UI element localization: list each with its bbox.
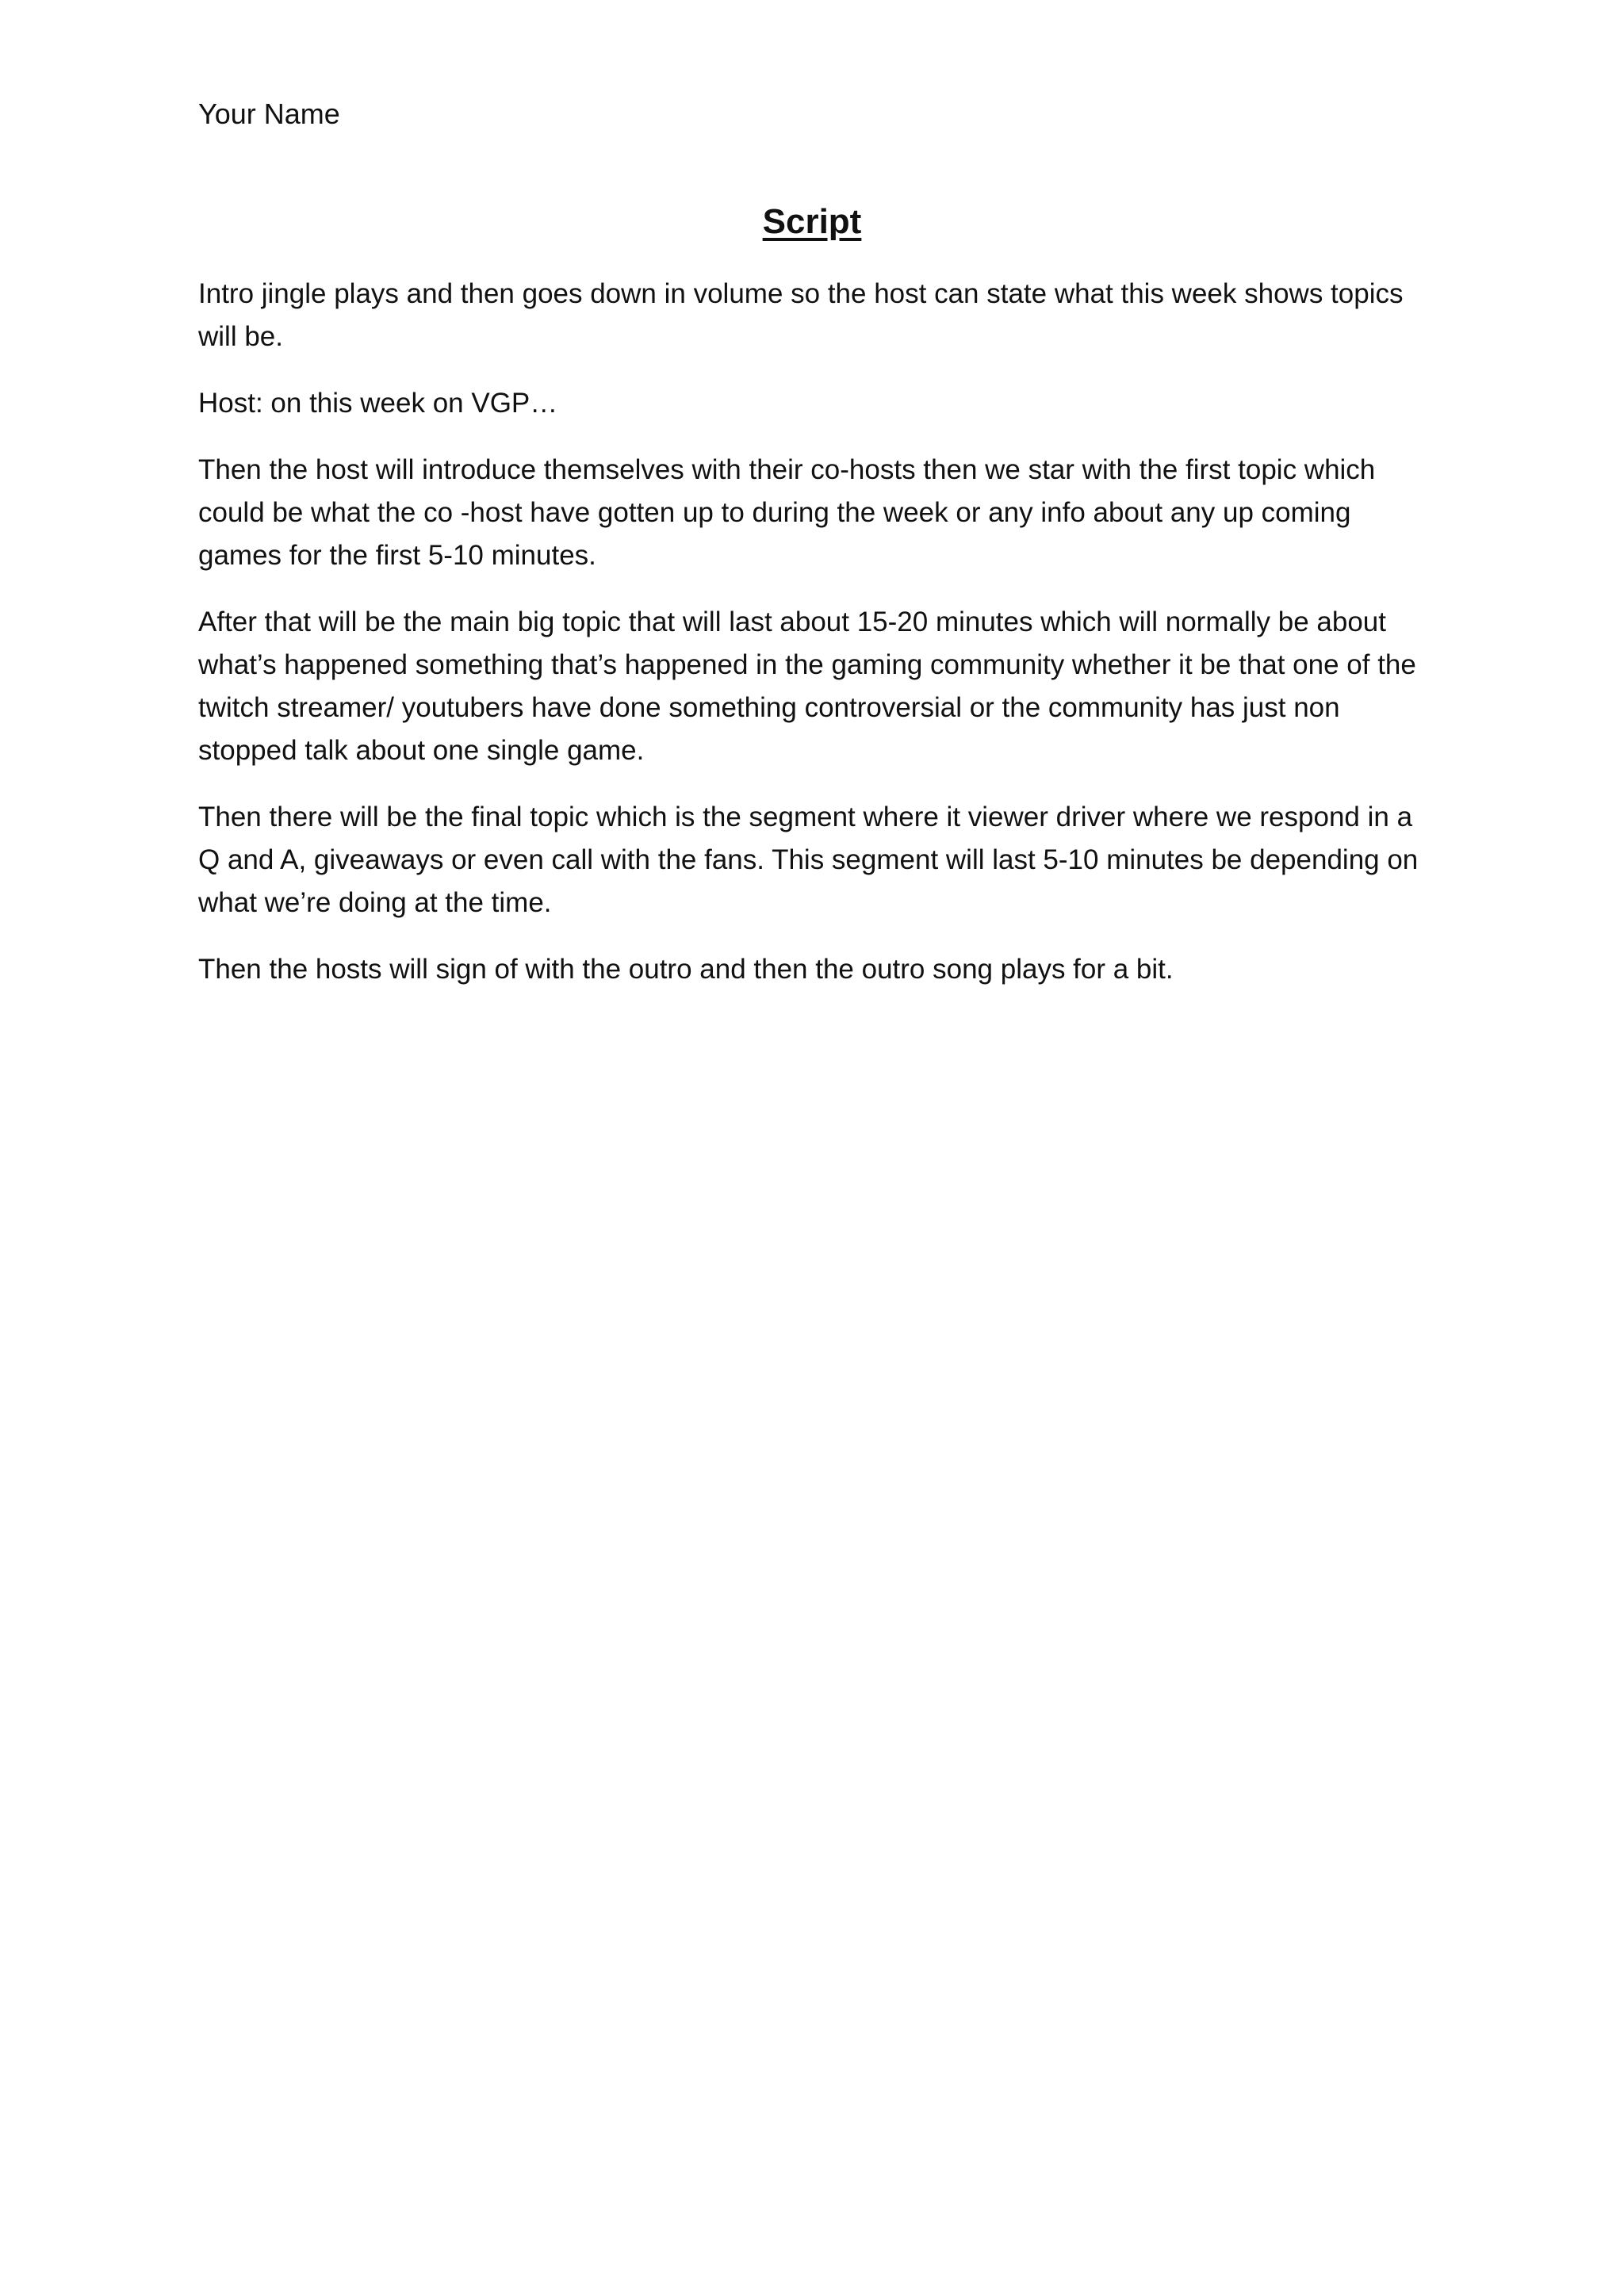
paragraph-main-topic: After that will be the main big topic that will last about 15-20 minutes which will normally be about what’s happened something that’s happened in the gaming community whether it be that one of the twitch streamer/ youtubers have done something controversial or the community has just non stopped talk about one single game. <box>198 607 1416 766</box>
paragraph-intro: Intro jingle plays and then goes down in volume so the host can state what this week shows topics will be. <box>198 278 1404 352</box>
paragraph-host-line: Host: on this week on VGP… <box>198 388 558 419</box>
paragraph-first-topic: Then the host will introduce themselves with their co-hosts then we star with the first topic which could be what the co -host have gotten up to during the week or any info about any up coming games for the first 5-10 minutes. <box>198 454 1376 571</box>
paragraph-outro: Then the hosts will sign of with the outro and then the outro song plays for a bit. <box>198 954 1174 985</box>
document-title: Script <box>762 202 862 241</box>
document-body <box>198 273 1435 1015</box>
author-name: Your Name <box>198 98 340 130</box>
paragraph-final-topic: Then there will be the final topic which is the segment where it viewer driver where we respond in a Q and A, giveaways or even call with the fans. This segment will last 5-10 minutes be depending on what we’re doing at the time. <box>198 802 1419 918</box>
